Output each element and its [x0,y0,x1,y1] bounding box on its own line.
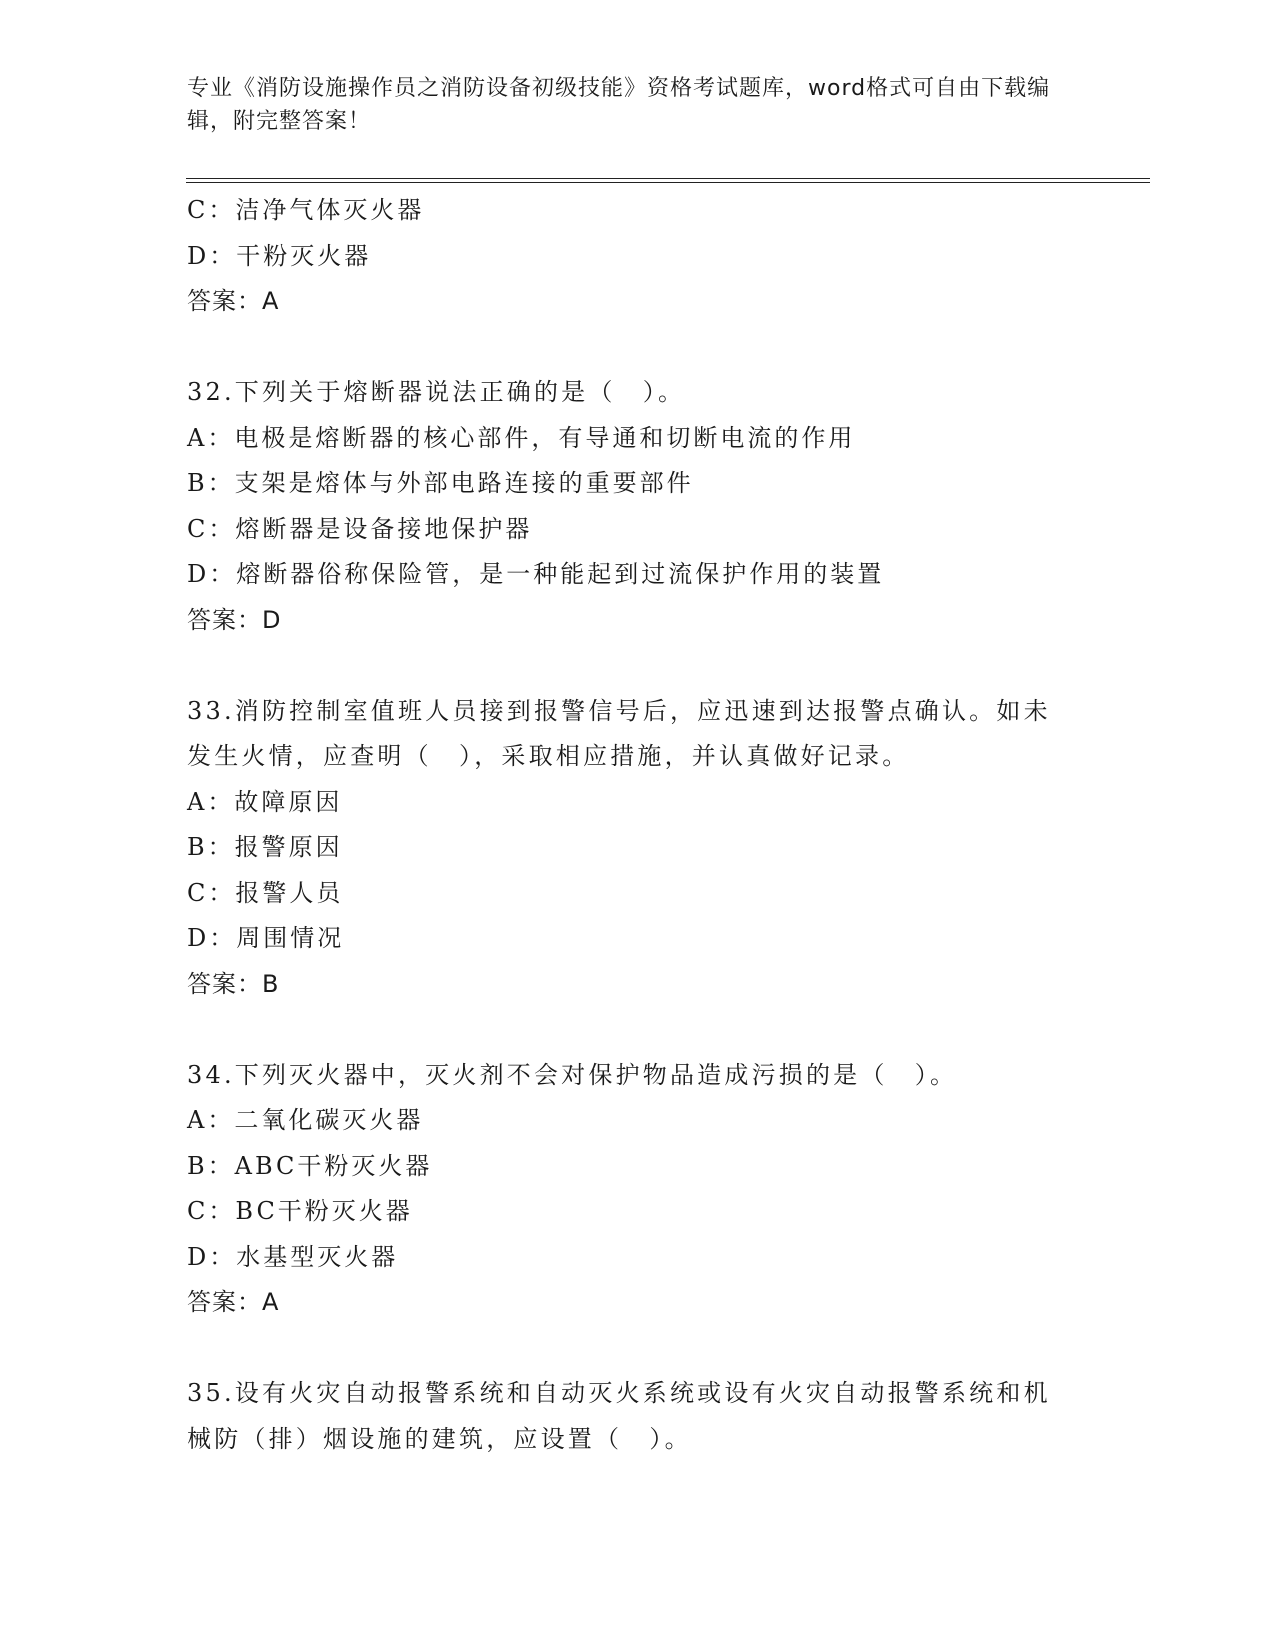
question-text: 32.下列关于熔断器说法正确的是（ ）。 [187,378,686,406]
question-35 [187,1371,1087,1462]
question-text: 35.设有火灾自动报警系统和自动灭火系统或设有火灾自动报警系统和机械防（排）烟设施的建筑，应设置（ ）。 [187,1379,1051,1453]
option-c: C：洁净气体灭火器 [187,196,425,224]
option-b: B：ABC干粉灭火器 [187,1151,433,1180]
option-a: A：故障原因 [187,787,343,816]
question-text: 34.下列灭火器中，灭火剂不会对保护物品造成污损的是（ ）。 [187,1060,958,1089]
document-header: 专业《消防设施操作员之消防设备初级技能》资格考试题库，word格式可自由下载编辑，附完整答案！ [187,76,1051,134]
answer-line: 答案：A [187,287,280,315]
header-divider-top [186,178,1150,179]
question-content [187,188,1087,1462]
question-32 [187,370,1087,643]
option-d: D：水基型灭火器 [187,1242,399,1271]
option-c: C：熔断器是设备接地保护器 [187,514,533,543]
previous-question-tail [187,188,1087,325]
option-d: D：干粉灭火器 [187,241,372,270]
option-c: C：BC干粉灭火器 [187,1197,413,1225]
option-d: D：熔断器俗称保险管，是一种能起到过流保护作用的装置 [187,560,885,588]
option-c: C：报警人员 [187,878,344,907]
answer-line: 答案：D [187,605,282,634]
question-text: 33.消防控制室值班人员接到报警信号后，应迅速到达报警点确认。如未发生火情，应查明（ ），采取相应措施，并认真做好记录。 [187,696,1051,770]
option-b: B：报警原因 [187,833,343,861]
option-d: D：周围情况 [187,924,345,952]
option-b: B：支架是熔体与外部电路连接的重要部件 [187,469,694,497]
answer-line: 答案：B [187,969,280,998]
header-divider-bottom [186,182,1150,183]
option-a: A：二氧化碳灭火器 [187,1106,424,1134]
question-33 [187,689,1087,1008]
option-a: A：电极是熔断器的核心部件，有导通和切断电流的作用 [187,423,856,452]
answer-line: 答案：A [187,1288,280,1316]
question-34 [187,1053,1087,1326]
